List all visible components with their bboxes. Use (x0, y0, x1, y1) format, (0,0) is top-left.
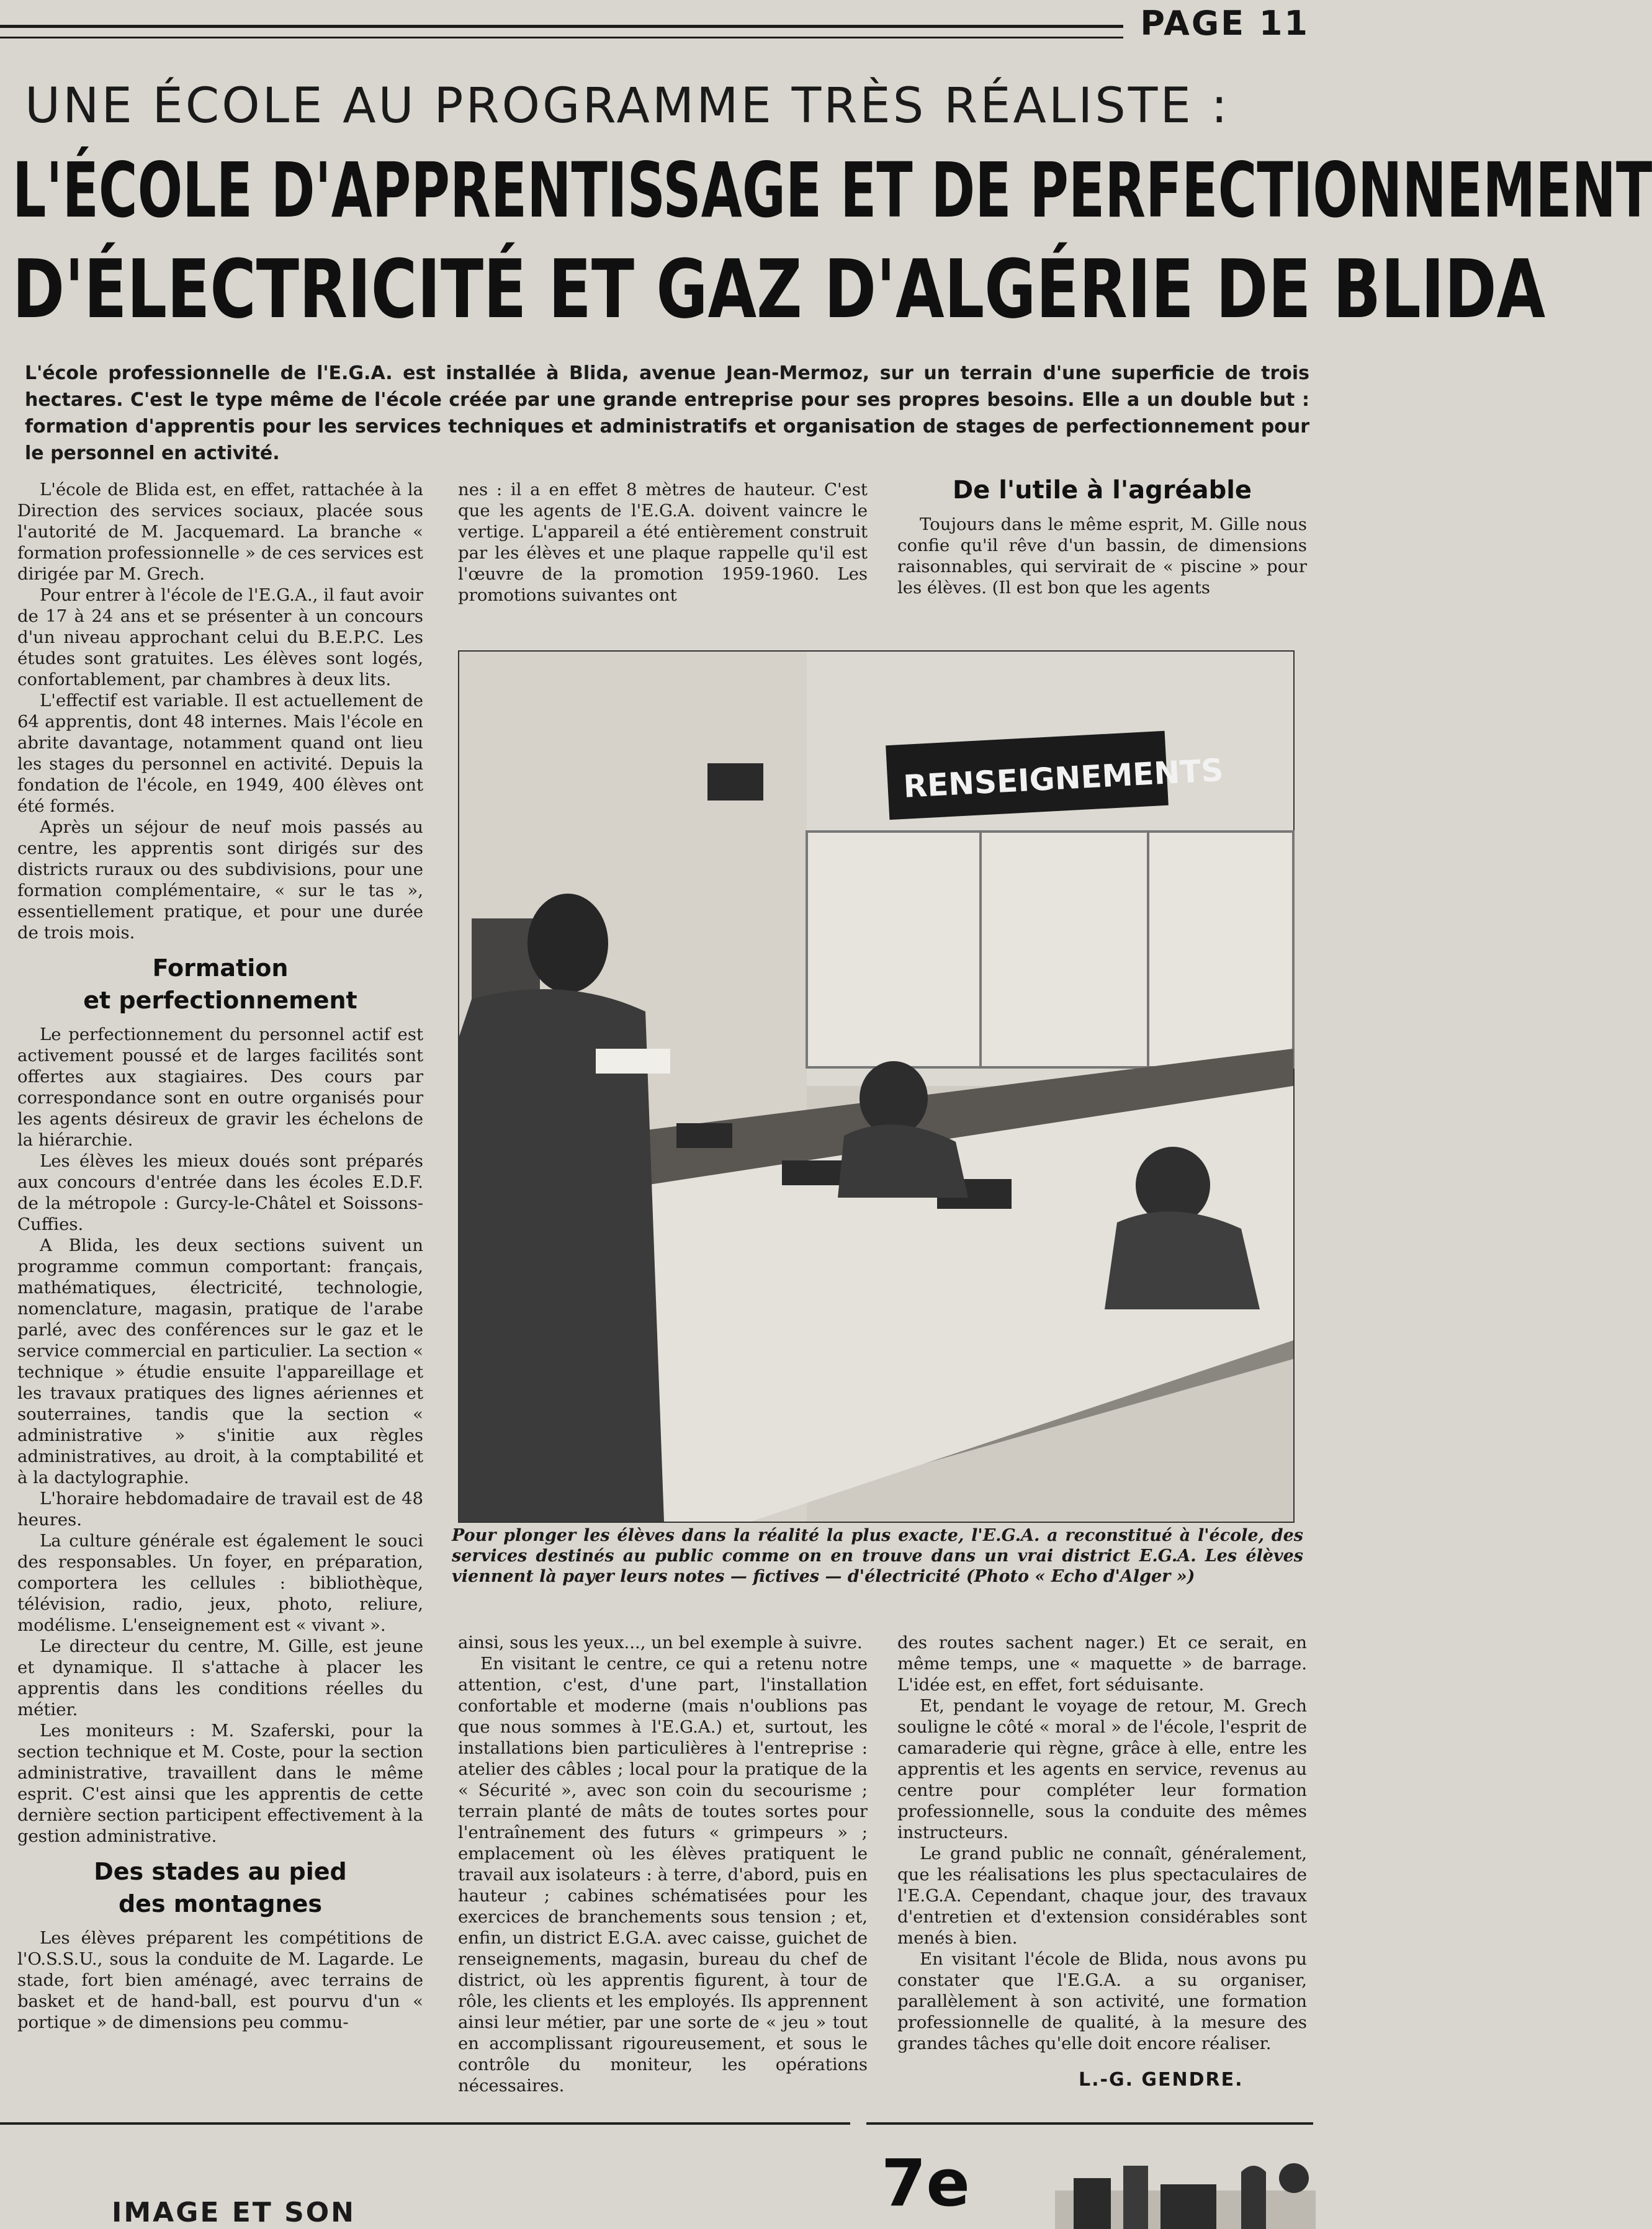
paragraph: Toujours dans le même esprit, M. Gille nous confie qu'il rêve d'un bassin, de dimensions raisonnables, qui servirait de « piscine » pour les élèves. (Il est bon que les agents (897, 514, 1307, 598)
paragraph: En visitant l'école de Blida, nous avons pu constater que l'E.G.A. a su organiser, parallèlement à son activité, une formation professionnelle de qualité, à la mesure des grandes tâches qu'elle doit encore réaliser. (897, 1949, 1307, 2053)
article-column-2-bottom (458, 1632, 868, 2096)
paragraph: Pour entrer à l'école de l'E.G.A., il faut avoir de 17 à 24 ans et se présenter à un concours d'un niveau approchant celui du B.E.P.C. Les études sont gratuites. Les élèves sont logés, confortablement, par chambres à deux lits. (17, 585, 423, 689)
paragraph: Les élèves préparent les compétitions de l'O.S.S.U., sous la conduite de M. Lagarde. Le stade, fort bien aménagé, avec terrains de basket et de hand-ball, est pourvu d'un « portique » de dimensions peu commu- (17, 1928, 423, 2032)
paragraph: L'école de Blida est, en effet, rattachée à la Direction des services sociaux, placée sous l'autorité de M. Jacquemard. La branche « formation professionnelle » de ces services est dirigée par M. Grech. (17, 480, 423, 584)
photo-sign-text: RENSEIGNEMENTS (902, 751, 1224, 805)
subheading-utile: De l'utile à l'agréable (952, 476, 1252, 505)
footer-illustration (1055, 2153, 1316, 2229)
paragraph: L'effectif est variable. Il est actuellement de 64 apprentis, dont 48 internes. Mais l'école en abrite davantage, notamment quand ont lieu les stages du personnel en activité. Depuis la fondation de l'école, en 1949, 400 élèves ont été formés. (17, 691, 423, 816)
main-headline-line-2: D'ÉLECTRICITÉ ET GAZ D'ALGÉRIE DE BLIDA (12, 242, 1546, 336)
subheading-formation (17, 952, 423, 1016)
subheading-line: des montagnes (118, 1890, 323, 1917)
paragraph: Le directeur du centre, M. Gille, est jeune et dynamique. Il s'attache à placer les apprentis dans les conditions réelles du métier. (17, 1636, 423, 1720)
footer-badge: 7e (881, 2145, 970, 2221)
header-rule (0, 25, 1123, 38)
lead-paragraph: L'école professionnelle de l'E.G.A. est installée à Blida, avenue Jean-Mermoz, sur un terrain d'une superficie de trois hectares. C'est le type même de l'école créée par une grande entreprise pour ses propres besoins. Elle a un double but : formation d'apprentis pour les services techniques et administratifs et organisation de stages de perfectionnement pour le personnel en activité. (25, 362, 1309, 464)
paragraph: La culture générale est également le souci des responsables. Un foyer, en préparation, comportera les cellules : bibliothèque, télévision, radio, jeux, photo, reliure, modélisme. L'enseignement est « vivant ». (17, 1531, 423, 1635)
main-headline-line-1: L'ÉCOLE D'APPRENTISSAGE ET DE PERFECTIONNEMENT (12, 146, 1652, 235)
footer-rule (0, 2122, 850, 2125)
photo-caption: Pour plonger les élèves dans la réalité la plus exacte, l'E.G.A. a reconstitué à l'école, des services destinés au public comme on en trouve dans un vrai district E.G.A. Les élèves viennent là payer leurs notes — fictives — d'électricité (Photo « Echo d'Alger ») (452, 1526, 1303, 1586)
subheading-line: et perfectionnement (83, 987, 357, 1014)
paragraph: A Blida, les deux sections suivent un programme commun comportant: français, mathématiques, électricité, technologie, nomenclature, magasin, pratique de l'arabe parlé, avec des conférences sur le gaz et le service commercial en particulier. La section « technique » étudie ensuite l'appareillage et les travaux pratiques des lignes aériennes et souterraines, tandis que la section « administrative » s'initie aux règles administratives, au droit, à la comptabilité et à la dactylographie. (17, 1236, 423, 1487)
paragraph: L'horaire hebdomadaire de travail est de 48 heures. (17, 1489, 423, 1530)
paragraph: Les élèves les mieux doués sont préparés aux concours d'entrée dans les écoles E.D.F. de la métropole : Gurcy-le-Châtel et Soissons-Cuffies. (17, 1151, 423, 1234)
author-signature: L.-G. GENDRE. (1079, 2069, 1244, 2091)
paragraph: Le perfectionnement du personnel actif est activement poussé et de larges facilités sont offertes aux stagiaires. Des cours par correspondance sont en outre organisés pour les agents désireux de gravir les échelons de la hiérarchie. (17, 1025, 423, 1150)
article-column-3-top (897, 474, 1307, 598)
news-photo (458, 650, 1295, 1523)
paragraph: En visitant le centre, ce qui a retenu notre attention, c'est, d'une part, l'installation confortable et moderne (mais n'oublions pas que nous sommes à l'E.G.A.) et, surtout, les installations bien particulières à l'entreprise : atelier des câbles ; local pour la pratique de la « Sécurité », avec son coin du secourisme ; terrain planté de mâts de toutes sortes pour l'entraînement des futurs « grimpeurs » ; emplacement où les élèves pratiquent le travail aux isolateurs : à terre, d'abord, puis en hauteur ; cabines schématisées pour les exercices de branchements sous tension ; et, enfin, un district E.G.A. avec caisse, guichet de renseignements, magasin, bureau du chef de district, où les apprentis figurent, à tour de rôle, les clients et les employés. Ils apprennent ainsi leur métier, par une sorte de « jeu » tout en accomplissant rigoureusement, et sous le contrôle du moniteur, les opérations nécessaires. (458, 1654, 868, 2096)
paragraph: ainsi, sous les yeux..., un bel exemple à suivre. (458, 1633, 863, 1653)
paragraph: des routes sachent nager.) Et ce serait, en même temps, une « maquette » de barrage. L'idée est, en effet, fort séduisante. (897, 1633, 1307, 1695)
footer-headline-fragment: IMAGE ET SON (112, 2197, 356, 2228)
paragraph: nes : il a en effet 8 mètres de hauteur. C'est que les agents de l'E.G.A. doivent vaincre le vertige. L'appareil a été entièrement construit par les élèves et une plaque rappelle qu'il est l'œuvre de la promotion 1959-1960. Les promotions suivantes ont (458, 480, 868, 605)
subheading-stades (17, 1855, 423, 1920)
article-column-1 (17, 479, 423, 2033)
paragraph: Et, pendant le voyage de retour, M. Grech souligne le côté « moral » de l'école, l'esprit de camaraderie qui règne, grâce à elle, entre les apprentis et les agents en service, revenus au centre pour compléter leur formation professionnelle, sous la conduite des mêmes instructeurs. (897, 1696, 1307, 1842)
paragraph: Après un séjour de neuf mois passés au centre, les apprentis sont dirigés sur des districts ruraux ou des subdivisions, pour une formation complémentaire, « sur le tas », essentiellement pratique, et pour une durée de trois mois. (17, 817, 423, 943)
photo-illustration (459, 652, 1293, 1522)
kicker-headline: UNE ÉCOLE AU PROGRAMME TRÈS RÉALISTE : (25, 78, 1230, 134)
page-number: PAGE 11 (1140, 4, 1309, 43)
subheading-line: Des stades au pied (94, 1858, 347, 1885)
article-column-3-bottom (897, 1632, 1307, 2054)
paragraph: Les moniteurs : M. Szaferski, pour la section technique et M. Coste, pour la section administrative, travaillent dans le même esprit. C'est ainsi que les apprentis de cette dernière section participent effectivement à la gestion administrative. (17, 1721, 423, 1846)
footer-rule (866, 2122, 1313, 2125)
paragraph: Le grand public ne connaît, généralement, que les réalisations les plus spectaculaires de l'E.G.A. Cependant, chaque jour, des travaux d'entretien et d'extension considérables sont menés à bien. (897, 1844, 1307, 1948)
article-column-2-top (458, 479, 868, 606)
subheading-line: Formation (152, 954, 289, 982)
